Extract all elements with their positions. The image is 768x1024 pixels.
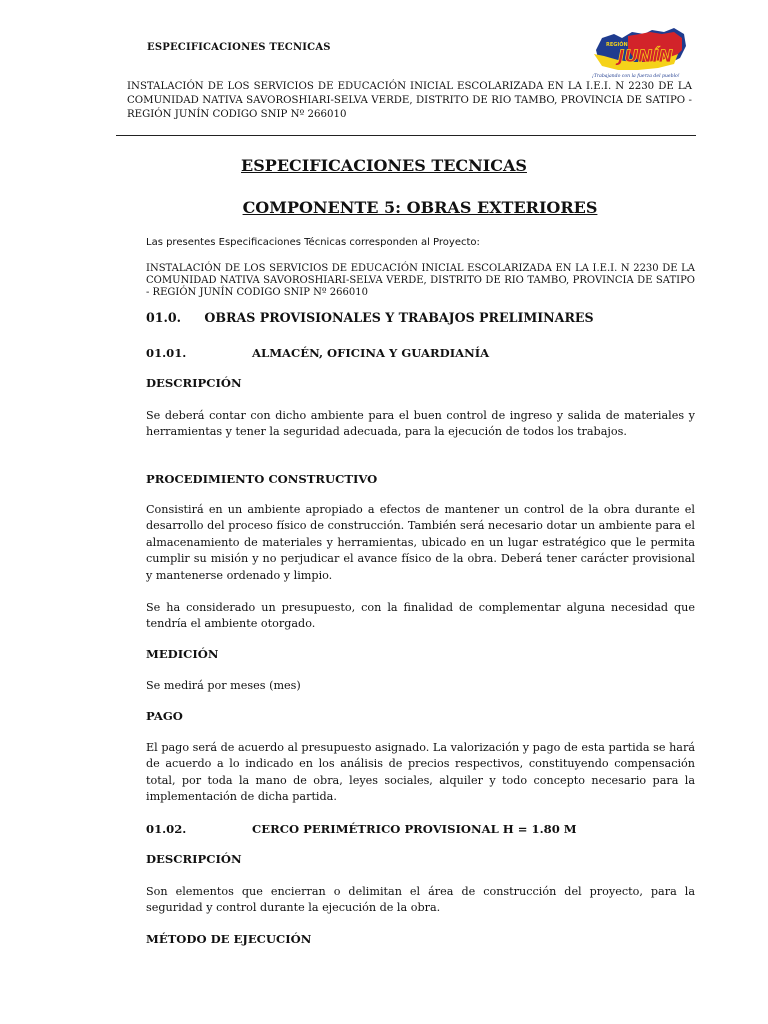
svg-text:¡Trabajando con la fuerza del: ¡Trabajando con la fuerza del pueblo! [592,74,680,79]
svg-text:JUNÍN: JUNÍN [618,47,673,67]
component-title: COMPONENTE 5: OBRAS EXTERIORES [242,198,598,217]
running-header-project: INSTALACIÓN DE LOS SERVICIOS DE EDUCACIÓN INICIAL ESCOLARIZADA EN LA I.E.I. N 2230 DE LA COMUNIDAD NATIVA SAVOROSHIARI-SELVA VERDE, DISTRITO DE RIO TAMBO, PROVINCIA DE SATIPO - REGIÓN JUNÍN CODIGO SNIP Nº 266010 [127,81,692,120]
region-junin-logo [588,24,690,82]
running-header-title: ESPECIFICACIONES TECNICAS [147,42,331,53]
section-heading [146,310,695,325]
item-title-0101: ALMACÉN, OFICINA Y GUARDIANÍA [252,346,490,360]
svg-text:REGIÓN: REGIÓN [606,42,628,48]
header-divider [116,135,696,136]
procedure-heading: PROCEDIMIENTO CONSTRUCTIVO [146,472,378,486]
payment-paragraph: El pago será de acuerdo al presupuesto asignado. La valorización y pago de esta partida se hará de acuerdo a lo indicado en los análisis de precios respectivos, constituyendo compensación total, por toda la mano de obra, leyes sociales, alquiler y todo concepto necesario para la implementación de dicha partida. [146,741,695,804]
item-heading-0101 [146,346,695,360]
project-name: INSTALACIÓN DE LOS SERVICIOS DE EDUCACIÓN INICIAL ESCOLARIZADA EN LA I.E.I. N 2230 DE LA COMUNIDAD NATIVA SAVOROSHIARI-SELVA VERDE, DISTRITO DE RIO TAMBO, PROVINCIA DE SATIPO - REGIÓN JUNÍN CODIGO SNIP Nº 266010 [146,263,695,298]
description-heading: DESCRIPCIÓN [146,376,242,390]
procedure-paragraph: Consistirá en un ambiente apropiado a efectos de mantener un control de la obra durante el desarrollo del proceso físico de construcción. También será necesario dotar un ambiente para el almacenamiento de materiales y herramientas, ubicado en un lugar estratégico que le permita cumplir su misión y no perjudicar el avance físico de la obra. Deberá tener carácter provisional y mantenerse ordenado y limpio. [146,503,695,582]
measurement-heading: MEDICIÓN [146,647,219,661]
item-title-0102: CERCO PERIMÉTRICO PROVISIONAL H = 1.80 M [252,822,577,836]
description-paragraph: Se deberá contar con dicho ambiente para el buen control de ingreso y salida de materiales y herramientas y tener la seguridad adecuada, para la ejecución de todos los trabajos. [146,409,695,439]
description-paragraph-2: Son elementos que encierran o delimitan el área de construcción del proyecto, para la seguridad y control durante la ejecución de la obra. [146,885,695,915]
item-heading-0102 [146,822,695,836]
item-number-0102: 01.02. [146,822,187,836]
payment-heading: PAGO [146,709,183,723]
method-heading: MÉTODO DE EJECUCIÓN [146,932,312,946]
description-heading-2: DESCRIPCIÓN [146,852,242,866]
budget-paragraph: Se ha considerado un presupuesto, con la finalidad de complementar alguna necesidad que tendría el ambiente otorgado. [146,601,695,631]
section-title: OBRAS PROVISIONALES Y TRABAJOS PRELIMINARES [204,310,594,325]
measurement-text: Se medirá por meses (mes) [146,679,301,692]
section-number: 01.0. [146,310,182,325]
item-number-0101: 01.01. [146,346,187,360]
intro-text: Las presentes Especificaciones Técnicas corresponden al Proyecto: [146,237,480,248]
document-title: ESPECIFICACIONES TECNICAS [241,156,527,175]
